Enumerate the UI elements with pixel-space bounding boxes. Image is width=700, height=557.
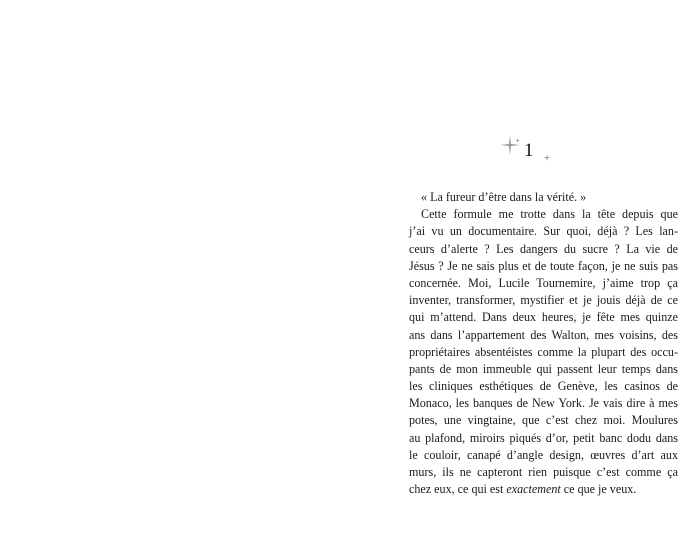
text-line: murs, ils ne capteront rien puisque c’est comme ça bbox=[409, 465, 678, 479]
body-text bbox=[409, 189, 678, 498]
text-line: Cette formule me trotte dans la tête depuis que bbox=[421, 207, 678, 222]
chapter-heading bbox=[498, 132, 562, 166]
text-line: potes, une vingtaine, que c’est chez moi. Moulures bbox=[409, 413, 678, 428]
text-line: inventer, transformer, mystifier et je jouis déjà de ce bbox=[409, 293, 678, 308]
emphasized-word: exactement bbox=[506, 482, 561, 497]
text-line: concernée. Moi, Lucile Tournemire, j’aime trop ça bbox=[409, 275, 678, 290]
text-line: au plafond, miroirs piqués d’or, petit banc dodu dans bbox=[409, 430, 678, 445]
text-line: propriétaires absentéistes comme la plupart des occu- bbox=[409, 344, 678, 359]
chapter-number: 1 bbox=[524, 140, 534, 161]
text-line-last bbox=[409, 481, 678, 498]
text-fragment: chez eux, ce qui est bbox=[409, 482, 507, 497]
text-line: qui m’attend. Dans deux heures, je fête mes quinze bbox=[409, 310, 678, 325]
text-line: pants de mon immeuble qui passent leur temps dans bbox=[409, 361, 678, 376]
text-line: les cliniques esthétiques de Genève, les casinos de bbox=[409, 379, 678, 394]
text-fragment: ce que je veux. bbox=[560, 482, 637, 497]
text-line: j’ai vu un documentaire. Sur quoi, déjà ? Les lan- bbox=[409, 224, 678, 239]
text-line: le couloir, canapé d’angle design, œuvres d’art aux bbox=[409, 447, 678, 462]
text-line: Monaco, les banques de New York. Je vais dire à mes bbox=[409, 396, 678, 411]
text-line: Jésus ? Je ne sais plus et de toute façon, je ne suis pas bbox=[409, 258, 678, 273]
text-line: ans dans l’appartement des Walton, mes voisins, des bbox=[409, 327, 678, 342]
text-line: ceurs d’alerte ? Les dangers du sucre ? La vie de bbox=[409, 241, 678, 256]
text-line: « La fureur d’être dans la vérité. » bbox=[421, 190, 587, 204]
